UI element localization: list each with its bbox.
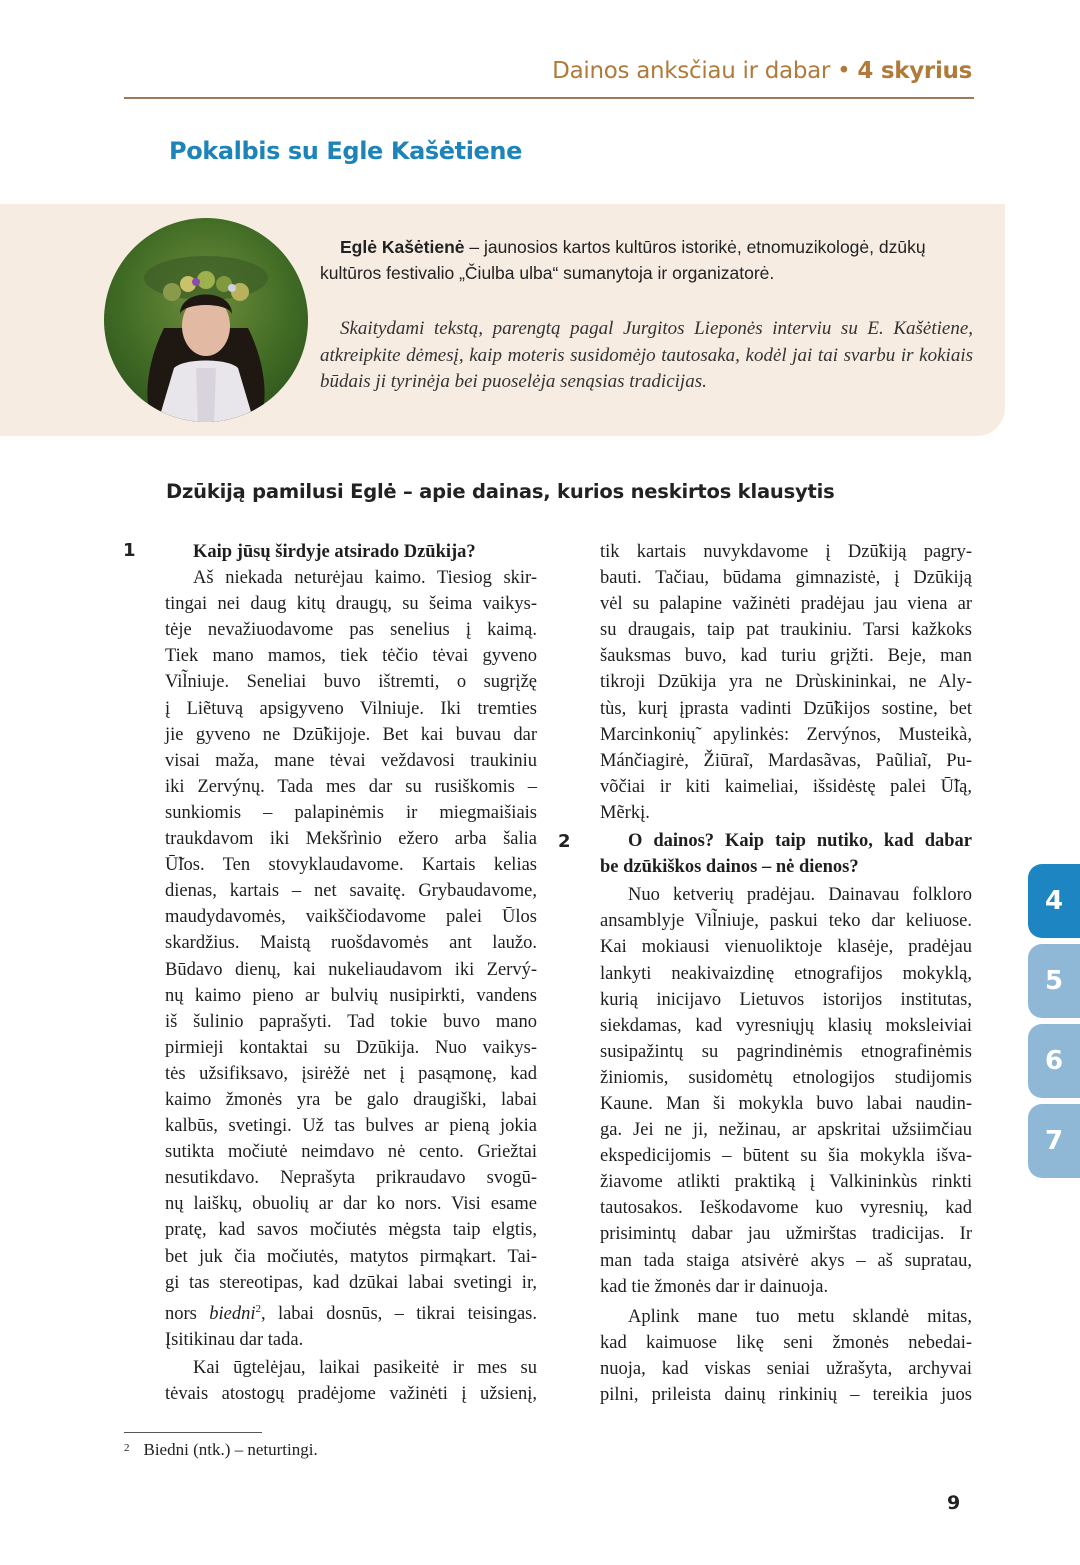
text-line: tikroji Dzūkija yra ne Drùskininkai, ne Aly- xyxy=(600,672,972,693)
chapter-tab-4[interactable]: 4 xyxy=(1028,864,1080,938)
text-line: kurią inicijavo Lietuvos istorijos institutas, xyxy=(600,989,972,1010)
text-line: tingai nei daug kitų draugų, su šeima vaikys- xyxy=(165,594,537,615)
text-fragment: nors xyxy=(165,1303,210,1324)
text-line: gi tas stereotipas, kad dzūkai labai svetingi ir, xyxy=(165,1272,537,1293)
page-number: 9 xyxy=(947,1492,961,1514)
header-chapter: 4 skyrius xyxy=(857,58,972,84)
text-line: siekdamas, kad vyresniųjų klasių moksleiviai xyxy=(600,1015,972,1036)
text-line: Mẽrkį. xyxy=(600,802,650,823)
text-line: ansamblyje Vil̃niuje, paskui teko dar keliuose. xyxy=(600,911,972,932)
chapter-tab-6[interactable]: 6 xyxy=(1028,1024,1080,1098)
text-line: ga. Jei ne ji, nežinau, ar apskritai užsiimčiau xyxy=(600,1120,972,1141)
text-line: šauksmas buvo, kad turiu grįžti. Beje, man xyxy=(600,646,972,667)
text-line: tik kartais nuvykdavome į Dzū̃kiją pagry- xyxy=(600,542,972,562)
text-line: ekspedicijomis – būtent su šia mokykla išva- xyxy=(600,1146,972,1167)
chapter-tab-7[interactable]: 7 xyxy=(1028,1104,1080,1178)
bio-description: – jaunosios kartos kultūros istorikė, etnomuzikologė, dzūkų kultūros festivalio „Čiulba ulba“ sumanytoja ir organizatorė. xyxy=(320,237,926,283)
text-line: kalbūs, svetingi. Už tas bulves ar pieną jokia xyxy=(165,1116,537,1137)
page-title: Pokalbis su Egle Kašėtiene xyxy=(169,137,522,165)
text-fragment: , labai dosnūs, – tikrai teisingas. xyxy=(260,1303,537,1324)
text-line: skardžius. Maistą ruošdavomės ant laužo. xyxy=(165,933,537,954)
text-line: kad tie žmonės dar ir dainuoja. xyxy=(600,1276,829,1297)
text-line: traukdavom iki Mekšrìnio ežero arba šalia xyxy=(165,829,537,850)
text-line: kad kaimuose likę seni žmonės nebedai- xyxy=(600,1332,972,1353)
bio-name: Eglė Kašėtienė xyxy=(340,237,465,257)
text-line: Tiek mano mamos, tiek tėčio tėvai gyveno xyxy=(165,646,537,667)
text-line: Mánčiagirė, Žiūraĩ, Mardasãvas, Paũliaĩ, Pu- xyxy=(600,750,972,771)
text-line: į Liẽtuvą apsigyveno Vilniuje. Iki tremties xyxy=(165,698,537,719)
answer-1-paragraph-2 xyxy=(165,1355,537,1407)
text-line: sutikta močiutė neimdavo nė cento. Griežtai xyxy=(165,1142,537,1163)
text-line: nuoja, kad viskas seniai užrašyta, archyvai xyxy=(600,1358,972,1379)
answer-1-continuation xyxy=(600,539,972,826)
header-divider xyxy=(124,97,974,99)
running-header xyxy=(552,58,972,84)
footnote-mark: 2 xyxy=(124,1442,130,1454)
section-heading: Dzūkiją pamilusi Eglė – apie dainas, kurios neskirtos klausytis xyxy=(166,480,835,503)
text-line: võčiai ir kiti kaimeliai, išsidėstę palei Ū̃lą, xyxy=(600,776,972,797)
answer-2-paragraph-1 xyxy=(600,882,972,1300)
text-line: vėl su palapine važinėti pradėjau jau viena ar xyxy=(600,594,972,615)
header-book-title: Dainos anksčiau ir dabar xyxy=(552,58,831,84)
footnote-divider xyxy=(124,1432,262,1433)
question-2-line: O dainos? Kaip taip nutiko, kad dabar xyxy=(628,831,972,852)
question-2-line: be dzūkiškos dainos – nė dienos? xyxy=(600,857,859,878)
footnote-reference: 2 xyxy=(255,1302,261,1315)
text-line: pratę, kad savos močiutės mėgsta taip elgtis, xyxy=(165,1220,537,1241)
footnote-text: Biedni (ntk.) – neturtingi. xyxy=(143,1440,318,1459)
text-line: žiniomis, susidomėtų etnologijos studijomis xyxy=(600,1067,972,1088)
text-line: Įsitikinau dar tada. xyxy=(165,1329,304,1350)
text-line: tautosakos. Ieškodavome kuo vyresnių, kad xyxy=(600,1198,972,1219)
portrait-illustration xyxy=(104,218,308,422)
footnote xyxy=(124,1440,318,1460)
text-line: nų kaimo pieno ar bulvių nusipirkti, vandens xyxy=(165,985,537,1006)
text-line: tėvais atostogų pradėjome važinėti į užsienį, xyxy=(165,1384,537,1405)
text-line: su draugais, taip pat traukiniu. Tarsi kažkoks xyxy=(600,620,972,641)
text-line: Aš niekada neturėjau kaimo. Tiesiog skir- xyxy=(193,568,537,589)
text-line: maudydavomės, vaikščiodavome palei Ūlos xyxy=(165,907,537,928)
text-line: kaimo žmonės yra be galo draugiški, labai xyxy=(165,1089,537,1110)
reading-instruction: Skaitydami tekstą, parengtą pagal Jurgitos Lieponės interviu su E. Kašėtiene, atkreipkite dėmesį, kaip moteris susidomėjo tautosaka, kodėl jai tai svarbu ir kokiais būdais ji tyrinėja bei puoselėja senąsias tradicijas. xyxy=(320,318,973,392)
text-line: bet juk čia močiutės, matytos pirmąkart. Tai- xyxy=(165,1246,537,1267)
text-line: tėje nevažiuodavome pas senelius į kaimą. xyxy=(165,620,537,641)
portrait-photo xyxy=(104,218,308,422)
text-line: nų laiškų, obuolių ar dar ko nors. Visi esame xyxy=(165,1194,537,1215)
question-2 xyxy=(600,828,972,880)
footnoted-word: biedni xyxy=(209,1303,256,1324)
chapter-tab-5[interactable]: 5 xyxy=(1028,944,1080,1018)
text-line: pilni, prileista dainų rinkinių – tereikia juos xyxy=(600,1385,972,1405)
text-line: bauti. Tačiau, būdama gimnazistė, į Dzūkiją xyxy=(600,568,972,589)
answer-2-paragraph-2 xyxy=(600,1304,972,1408)
header-bullet: • xyxy=(837,58,851,84)
text-line: Būdavo dienų, kai nukeliaudavom iki Zervý- xyxy=(165,959,537,980)
left-column xyxy=(165,539,537,1407)
text-line-with-footnote xyxy=(165,1296,537,1327)
text-line: dienas, kartais – net savaitę. Grybaudavome, xyxy=(165,881,537,902)
text-line: tùs, kurį įprasta vadinti Dzū̃kijos sostine, bet xyxy=(600,698,972,719)
text-line: prisimintų dabar jau užmirštas tradicijas. Ir xyxy=(600,1224,972,1245)
right-column xyxy=(600,539,972,1408)
text-line: lankyti neakivaizdinę etnografijos mokyklą, xyxy=(600,963,972,984)
text-line: susipažintų su pagrindinėmis etnografinėmis xyxy=(600,1041,972,1062)
text-line: iki Zervýnų. Tada mes dar su rusiškomis – xyxy=(165,776,537,797)
question-number-1: 1 xyxy=(123,540,136,561)
text-line: iš šulinio paprašyti. Tad tokie buvo mano xyxy=(165,1011,537,1032)
text-line: Aplink mane tuo metu sklandė mitas, xyxy=(628,1306,972,1327)
text-line: Kai ūgtelėjau, laikai pasikeitė ir mes su xyxy=(193,1358,537,1379)
chapter-tabs xyxy=(1028,864,1080,1184)
text-line: man tada staiga atsivėrė akys – aš supratau, xyxy=(600,1250,972,1271)
text-line: nesutikdavo. Neprašyta prikraudavo svogū- xyxy=(165,1168,537,1189)
text-line: tės užsifiksavo, įsirėžė net į pasąmonę, kad xyxy=(165,1063,537,1084)
question-number-2: 2 xyxy=(558,831,571,852)
bio-text xyxy=(320,234,973,286)
text-line: jie gyveno ne Dzū̃kijoje. Bet kai buvau dar xyxy=(165,724,537,745)
text-line: Vil̃niuje. Seneliai buvo ištremti, o sugrįžę xyxy=(165,672,537,693)
text-line: Kai mokiausi vienuoliktoje klasėje, pradėjau xyxy=(600,937,972,958)
answer-1-paragraph-1 xyxy=(165,565,537,1353)
text-line: visai maža, mane tėvai veždavosi traukiniu xyxy=(165,750,537,771)
text-line: žiavome atlikti praktiką į Valkininkùs rinkti xyxy=(600,1172,972,1193)
text-line: sunkiomis – palapinėmis ir miegmaišiais xyxy=(165,802,537,823)
text-line: Marcinkonių̃ apylinkės: Zervýnos, Musteikà, xyxy=(600,724,972,745)
text-line: Nuo ketverių pradėjau. Dainavau folkloro xyxy=(628,885,972,906)
question-1: Kaip jūsų širdyje atsirado Dzūkija? xyxy=(193,542,476,562)
text-line: Ū̃los. Ten stovyklaudavome. Kartais kelias xyxy=(165,855,537,876)
text-line: pirmieji kontaktai su Dzūkija. Nuo vaikys- xyxy=(165,1037,537,1058)
text-line: Kaune. Man ši mokykla buvo labai naudin- xyxy=(600,1093,972,1114)
